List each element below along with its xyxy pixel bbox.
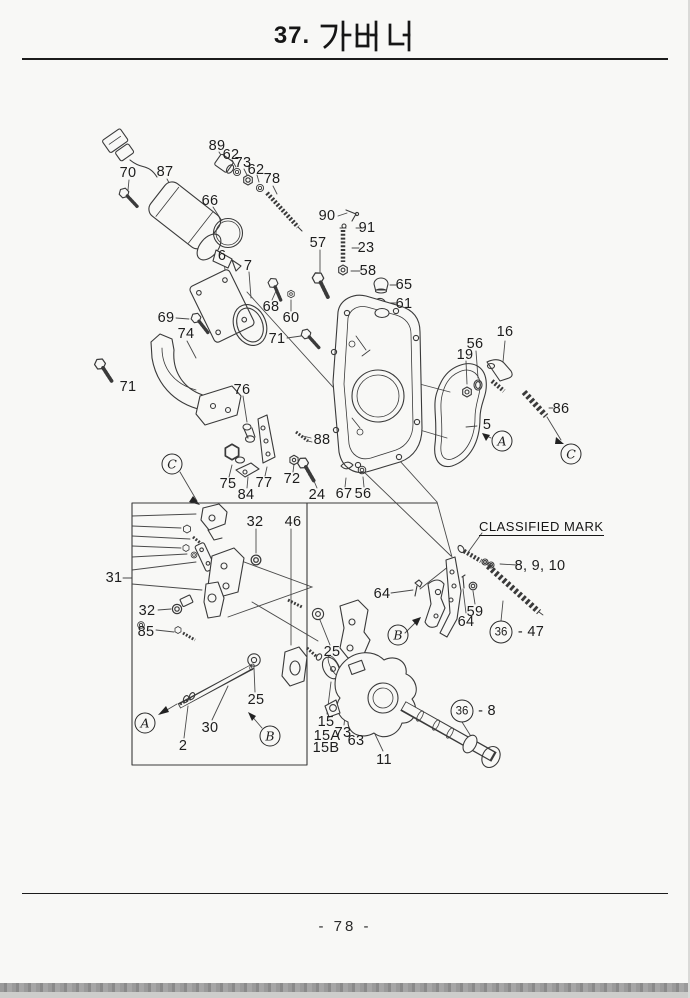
part-callout: 78: [263, 170, 281, 187]
nut-60: [288, 290, 294, 298]
lever-cluster-31: [138, 504, 244, 640]
view-reference-circle: C: [561, 444, 582, 465]
part-callout: 46: [284, 513, 302, 530]
part-callout: 11: [376, 751, 392, 768]
part-callout: 67: [335, 485, 353, 502]
governor-housing: [331, 295, 422, 472]
section-number: 37.: [273, 22, 311, 49]
gasket-5: [435, 364, 487, 467]
part-callout: - 47: [517, 623, 545, 640]
part-callout: 32: [246, 513, 264, 530]
part-callout: 63: [347, 732, 365, 749]
part-callout: 73: [334, 724, 352, 741]
cover-plate-6: [189, 268, 256, 343]
bolt-57: [308, 271, 337, 298]
part-callout: 62: [247, 161, 265, 178]
part-callout: 90: [318, 207, 336, 224]
part-callout: 25: [323, 643, 341, 660]
part-callout: 15B: [312, 739, 340, 756]
part-callout: 16: [496, 323, 514, 340]
screw-8-9-10: [457, 544, 494, 568]
part-callout: 2: [178, 737, 188, 754]
part-callout: 62: [222, 146, 240, 163]
part-callout: 77: [255, 474, 273, 491]
part-callout: 56: [466, 335, 484, 352]
part-callout: 68: [262, 298, 280, 315]
bolt-70: [117, 187, 140, 206]
pivot-bracket: [340, 600, 370, 658]
view-reference-circle: A: [492, 431, 513, 452]
spring-86: [524, 392, 546, 416]
part-callout: 8, 9, 10: [514, 557, 566, 574]
part-callout: 65: [395, 276, 413, 293]
nut-19: [463, 387, 472, 397]
part-callout: 73: [234, 154, 252, 171]
pin-91: [342, 224, 346, 228]
part-callout: 56: [354, 485, 372, 502]
wire-clip-90: [346, 210, 359, 221]
part-callout: 7: [243, 257, 253, 274]
part-callout: 87: [156, 163, 174, 180]
washer-32-upper: [251, 555, 261, 565]
part-callout: 71: [268, 330, 286, 347]
footer-rule: [22, 893, 668, 894]
part-callout: 88: [313, 431, 331, 448]
part-callout: 64: [457, 613, 475, 630]
view-reference-circle: C: [162, 454, 183, 475]
part-callout: 70: [119, 164, 137, 181]
part-callout: 89: [208, 137, 226, 154]
washer-25-right: [312, 608, 323, 619]
view-reference-circle: A: [135, 713, 156, 734]
part-callout: 6: [217, 247, 227, 264]
part-callout: 86: [552, 400, 570, 417]
circled-part-number: 36: [490, 621, 513, 644]
plug-65: [374, 278, 388, 293]
part-callout: 30: [201, 719, 219, 736]
page-number: - 78 -: [318, 918, 372, 935]
part-callout: 57: [309, 234, 327, 251]
part-callout: 64: [373, 585, 391, 602]
o-ring-66: [214, 219, 243, 248]
control-lever-assembly: [425, 557, 461, 637]
part-callout: 76: [233, 381, 251, 398]
bolt-71-left: [91, 357, 118, 381]
part-callout: 71: [119, 378, 137, 395]
washer-59: [469, 582, 477, 590]
bracket-74: [151, 334, 241, 425]
part-callout: 25: [247, 691, 265, 708]
part-callout: 32: [138, 602, 156, 619]
part-callout: 15: [317, 713, 335, 730]
camshaft-11: [325, 653, 504, 771]
part-callout: 5: [482, 416, 492, 433]
view-reference-circle: B: [388, 625, 409, 646]
view-reference-circle: B: [260, 726, 281, 747]
linkage-75-77-group: [225, 415, 312, 477]
scan-artifact-band-light: [0, 992, 690, 998]
part-callout: 58: [359, 262, 377, 279]
pin-64-right: [462, 575, 465, 588]
part-callout: 66: [201, 192, 219, 209]
stud-23: [340, 228, 346, 262]
part-callout: 85: [137, 623, 155, 640]
part-callout: - 8: [478, 702, 496, 719]
part-callout: 74: [177, 325, 195, 342]
part-callout: 69: [157, 309, 175, 326]
screw-78: [267, 193, 302, 231]
classified-mark-label: CLASSIFIED MARK: [479, 519, 604, 534]
bolt-71-right: [299, 328, 323, 348]
circled-part-number: 36: [451, 700, 474, 723]
fitting-16: [487, 360, 512, 391]
part-callout: 61: [395, 295, 413, 312]
nut-58: [339, 265, 348, 275]
bolt-68: [264, 276, 289, 300]
spring-small: [288, 600, 302, 607]
scan-artifact-band: [0, 983, 690, 992]
o-ring-56-right: [474, 380, 482, 390]
part-callout: 60: [282, 309, 300, 326]
part-callout: 72: [283, 470, 301, 487]
fork-sleeve: [282, 647, 307, 686]
part-callout: 24: [308, 486, 326, 503]
part-callout: 75: [219, 475, 237, 492]
part-callout: 84: [237, 486, 255, 503]
part-callout: 15A: [313, 727, 341, 744]
part-callout: 23: [357, 239, 375, 256]
part-callout: 31: [105, 569, 123, 586]
part-callout: 91: [358, 219, 376, 236]
part-callout: 59: [466, 603, 484, 620]
part-callout: 19: [456, 346, 474, 363]
